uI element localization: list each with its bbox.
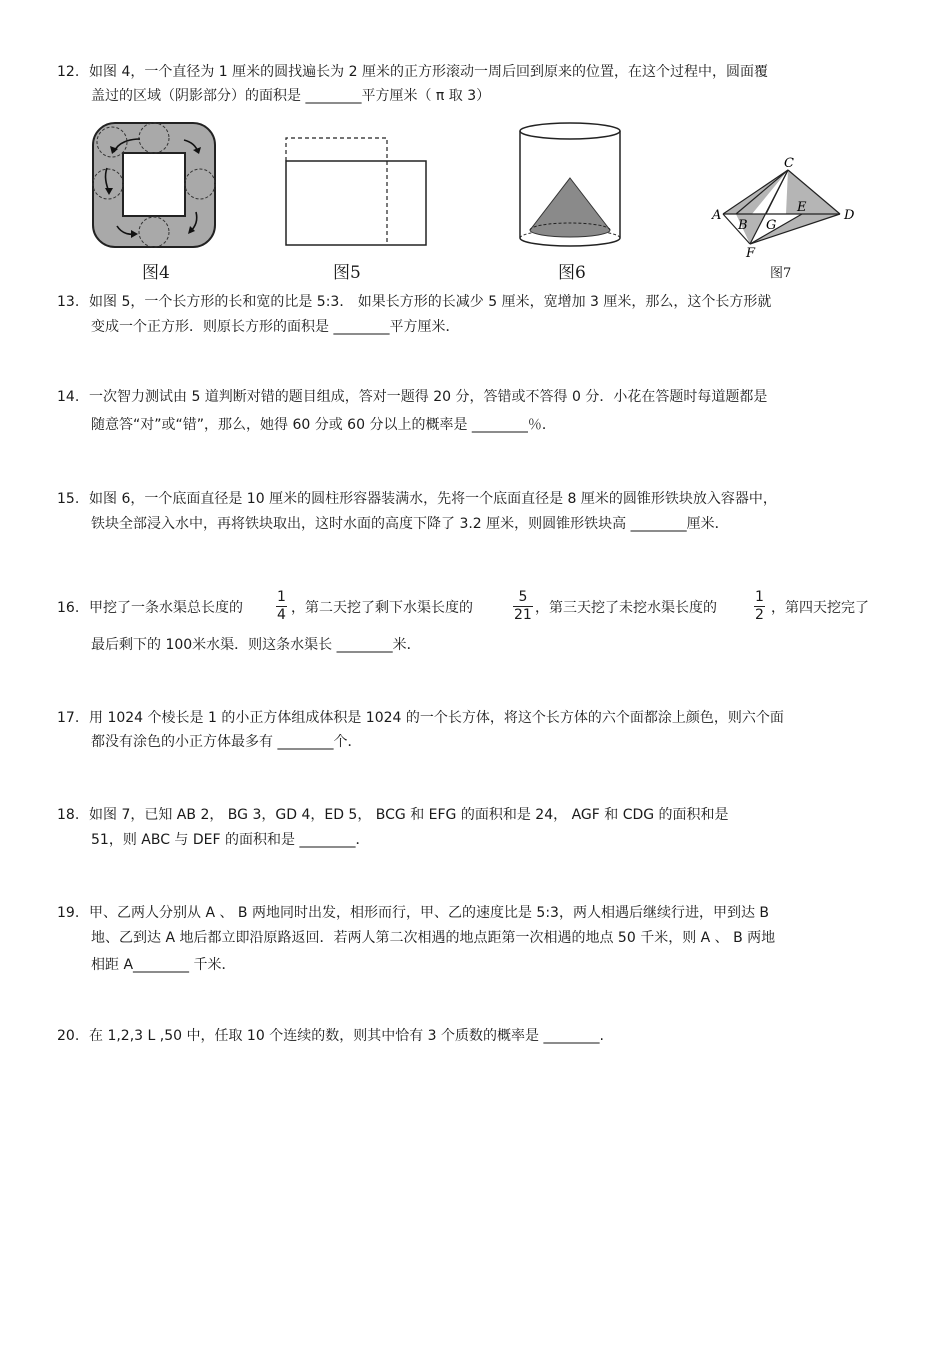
figure-7-point-e: E — [797, 200, 807, 215]
figure-7-point-f: F — [746, 246, 756, 261]
fraction-3-numerator: 1 — [755, 589, 764, 605]
question-18-line-2: 51，则 ABC 与 DEF 的面积和是 ________． — [91, 832, 370, 848]
question-16-segment-3: ，第三天挖了未挖水渠长度的 — [535, 600, 717, 616]
figure-5-label: 图5 — [333, 263, 361, 283]
figure-6-label: 图6 — [558, 263, 586, 283]
question-14-line-1: 一次智力测试由 5 道判断对错的题目组成，答对一题得 20 分，答错或不答得 0 分．小花在答题时每道题都是 — [89, 389, 768, 405]
figure-7-point-a: A — [712, 208, 722, 223]
question-12-line-2: 盖过的区域（阴影部分）的面积是 ________平方厘米（ π 取 3） — [91, 88, 491, 104]
figure-7 — [710, 156, 870, 260]
question-15-line-1: 如图 6，一个底面直径是 10 厘米的圆柱形容器装满水，先将一个底面直径是 8 厘米的圆锥形铁块放入容器中， — [89, 491, 777, 507]
question-16-segment-1: 甲挖了一条水渠总长度的 — [89, 600, 243, 616]
question-20-line-1: 在 1,2,3 L ,50 中，任取 10 个连续的数，则其中恰有 3 个质数的概率是 ________. — [89, 1028, 604, 1044]
fraction-2-numerator: 5 — [518, 589, 528, 605]
question-18-number: 18. — [57, 807, 80, 823]
question-16-fraction-3 — [754, 589, 765, 624]
question-12-line-1: 如图 4，一个直径为 1 厘米的圆找遍长为 2 厘米的正方形滚动一周后回到原来的位置，在这个过程中，圆面覆 — [89, 64, 768, 80]
question-14-line-2: 随意答“对”或“错”，那么，她得 60 分或 60 分以上的概率是 ________％． — [91, 417, 556, 433]
question-16-number: 16. — [57, 600, 80, 616]
question-17-number: 17. — [57, 710, 80, 726]
question-18-line-1: 如图 7，已知 AB 2， BG 3，GD 4，ED 5， BCG 和 EFG 的面积和是 24， AGF 和 CDG 的面积和是 — [89, 807, 729, 823]
fraction-2-denominator: 21 — [514, 607, 532, 623]
question-15-line-2: 铁块全部浸入水中，再将铁块取出，这时水面的高度下降了 3.2 厘米，则圆锥形铁块高 ________厘米． — [91, 516, 729, 532]
question-13-line-1: 如图 5，一个长方形的长和宽的比是 5:3． 如果长方形的长减少 5 厘米，宽增加 3 厘米，那么，这个长方形就 — [89, 294, 772, 310]
question-19-line-3: 相距 A________ 千米． — [91, 957, 236, 973]
question-17-line-2: 都没有涂色的小正方体最多有 ________个． — [91, 734, 362, 750]
question-19-line-2: 地、乙到达 A 地后都立即沿原路返回．若两人第二次相遇的地点距第一次相遇的地点 50 千米，则 A 、 B 两地 — [91, 930, 776, 946]
figure-6 — [518, 122, 622, 250]
fraction-1-numerator: 1 — [277, 589, 286, 605]
question-13-number: 13. — [57, 294, 80, 310]
figure-5 — [284, 136, 428, 248]
question-19-number: 19. — [57, 905, 80, 921]
question-13-line-2: 变成一个正方形．则原长方形的面积是 ________平方厘米． — [91, 319, 460, 335]
question-15-number: 15. — [57, 491, 80, 507]
question-12-number: 12. — [57, 64, 80, 80]
figure-7-point-b: B — [738, 218, 748, 233]
question-20-number: 20. — [57, 1028, 80, 1044]
figure-7-point-g: G — [766, 218, 777, 233]
figure-7-point-c: C — [784, 156, 794, 171]
figure-4-label: 图4 — [142, 263, 170, 283]
question-16-line-2: 最后剩下的 100米水渠．则这条水渠长 ________米． — [91, 637, 421, 653]
figure-7-label: 图7 — [770, 266, 792, 281]
question-16-segment-4: ，第四天挖完了 — [771, 600, 869, 616]
question-14-number: 14. — [57, 389, 80, 405]
question-16-fraction-1 — [276, 589, 287, 624]
fraction-1-denominator: 4 — [277, 607, 286, 623]
question-19-line-1: 甲、乙两人分别从 A 、 B 两地同时出发，相形而行，甲、乙的速度比是 5:3，两人相遇后继续行进，甲到达 B — [89, 905, 770, 921]
question-16-fraction-2 — [513, 589, 533, 624]
question-17-line-1: 用 1024 个棱长是 1 的小正方体组成体积是 1024 的一个长方体，将这个长方体的六个面都涂上颜色，则六个面 — [89, 710, 784, 726]
figure-7-point-d: D — [844, 208, 855, 223]
question-16-segment-2: ，第二天挖了剩下水渠长度的 — [291, 600, 473, 616]
figure-4 — [92, 122, 216, 248]
fraction-3-denominator: 2 — [755, 607, 764, 623]
